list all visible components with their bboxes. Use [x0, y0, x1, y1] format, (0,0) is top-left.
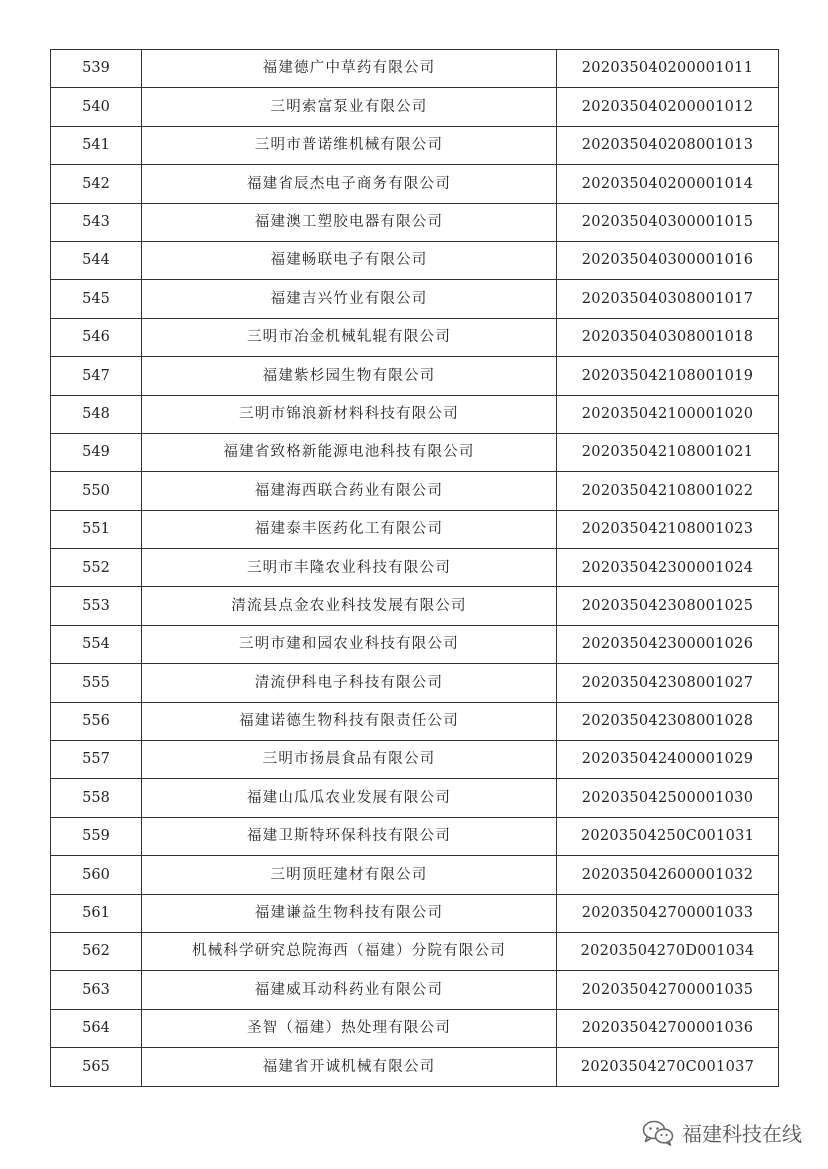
- company-name-cell: 三明市丰隆农业科技有限公司: [142, 549, 557, 587]
- row-number-cell: 557: [51, 741, 142, 779]
- table-row: [51, 280, 779, 318]
- table-row: [51, 433, 779, 471]
- company-name-cell: 三明市冶金机械轧辊有限公司: [142, 318, 557, 356]
- company-name-cell: 福建澳工塑胶电器有限公司: [142, 203, 557, 241]
- row-number-cell: 560: [51, 856, 142, 894]
- certificate-code-cell: 202035042100001020: [557, 395, 779, 433]
- row-number-cell: 544: [51, 241, 142, 279]
- company-name-cell: 三明索富泵业有限公司: [142, 88, 557, 126]
- table-row: [51, 779, 779, 817]
- certificate-code-cell: 202035042108001022: [557, 472, 779, 510]
- table-row: [51, 702, 779, 740]
- company-name-cell: 清流县点金农业科技发展有限公司: [142, 587, 557, 625]
- certificate-code-cell: 202035042308001025: [557, 587, 779, 625]
- company-name-cell: 福建海西联合药业有限公司: [142, 472, 557, 510]
- company-name-cell: 三明市普诺维机械有限公司: [142, 126, 557, 164]
- certificate-code-cell: 20203504270C001037: [557, 1048, 779, 1086]
- company-name-cell: 福建山瓜瓜农业发展有限公司: [142, 779, 557, 817]
- row-number-cell: 549: [51, 433, 142, 471]
- table-row: [51, 549, 779, 587]
- row-number-cell: 551: [51, 510, 142, 548]
- row-number-cell: 561: [51, 894, 142, 932]
- table-row: [51, 165, 779, 203]
- row-number-cell: 548: [51, 395, 142, 433]
- certificate-code-cell: 202035040200001012: [557, 88, 779, 126]
- row-number-cell: 539: [51, 50, 142, 88]
- company-list-table: [50, 49, 779, 1087]
- certificate-code-cell: 202035040300001015: [557, 203, 779, 241]
- row-number-cell: 552: [51, 549, 142, 587]
- table-row: [51, 472, 779, 510]
- table-row: [51, 856, 779, 894]
- row-number-cell: 545: [51, 280, 142, 318]
- row-number-cell: 555: [51, 664, 142, 702]
- company-name-cell: 福建畅联电子有限公司: [142, 241, 557, 279]
- certificate-code-cell: 202035042300001026: [557, 625, 779, 663]
- row-number-cell: 559: [51, 817, 142, 855]
- table-row: [51, 587, 779, 625]
- row-number-cell: 541: [51, 126, 142, 164]
- company-name-cell: 福建威耳动科药业有限公司: [142, 971, 557, 1009]
- certificate-code-cell: 202035042300001024: [557, 549, 779, 587]
- company-name-cell: 圣智（福建）热处理有限公司: [142, 1009, 557, 1047]
- certificate-code-cell: 202035042700001033: [557, 894, 779, 932]
- table-row: [51, 817, 779, 855]
- company-name-cell: 三明市建和园农业科技有限公司: [142, 625, 557, 663]
- company-name-cell: 福建德广中草药有限公司: [142, 50, 557, 88]
- certificate-code-cell: 202035042700001036: [557, 1009, 779, 1047]
- company-name-cell: 福建卫斯特环保科技有限公司: [142, 817, 557, 855]
- row-number-cell: 564: [51, 1009, 142, 1047]
- row-number-cell: 547: [51, 357, 142, 395]
- row-number-cell: 543: [51, 203, 142, 241]
- table-row: [51, 932, 779, 970]
- company-name-cell: 福建谦益生物科技有限公司: [142, 894, 557, 932]
- row-number-cell: 562: [51, 932, 142, 970]
- company-name-cell: 三明市锦浪新材料科技有限公司: [142, 395, 557, 433]
- certificate-code-cell: 202035042108001021: [557, 433, 779, 471]
- company-name-cell: 福建省辰杰电子商务有限公司: [142, 165, 557, 203]
- table-row: [51, 88, 779, 126]
- table-row: [51, 318, 779, 356]
- table-row: [51, 241, 779, 279]
- table-row: [51, 510, 779, 548]
- table-row: [51, 126, 779, 164]
- certificate-code-cell: 202035042700001035: [557, 971, 779, 1009]
- wechat-icon: [642, 1120, 674, 1146]
- company-name-cell: 三明市扬晨食品有限公司: [142, 741, 557, 779]
- table-row: [51, 203, 779, 241]
- company-name-cell: 福建泰丰医药化工有限公司: [142, 510, 557, 548]
- certificate-code-cell: 202035040200001011: [557, 50, 779, 88]
- certificate-code-cell: 202035042108001023: [557, 510, 779, 548]
- company-name-cell: 福建省致格新能源电池科技有限公司: [142, 433, 557, 471]
- watermark: [642, 1118, 802, 1147]
- row-number-cell: 563: [51, 971, 142, 1009]
- table-row: [51, 50, 779, 88]
- table-row: [51, 664, 779, 702]
- company-name-cell: 机械科学研究总院海西（福建）分院有限公司: [142, 932, 557, 970]
- table-row: [51, 625, 779, 663]
- row-number-cell: 556: [51, 702, 142, 740]
- certificate-code-cell: 202035040300001016: [557, 241, 779, 279]
- table-row: [51, 1048, 779, 1086]
- row-number-cell: 553: [51, 587, 142, 625]
- row-number-cell: 540: [51, 88, 142, 126]
- certificate-code-cell: 202035042500001030: [557, 779, 779, 817]
- row-number-cell: 546: [51, 318, 142, 356]
- certificate-code-cell: 20203504250C001031: [557, 817, 779, 855]
- company-name-cell: 福建吉兴竹业有限公司: [142, 280, 557, 318]
- certificate-code-cell: 202035040200001014: [557, 165, 779, 203]
- row-number-cell: 542: [51, 165, 142, 203]
- certificate-code-cell: 202035042600001032: [557, 856, 779, 894]
- row-number-cell: 565: [51, 1048, 142, 1086]
- row-number-cell: 554: [51, 625, 142, 663]
- table-row: [51, 971, 779, 1009]
- table-row: [51, 395, 779, 433]
- certificate-code-cell: 202035042308001027: [557, 664, 779, 702]
- company-name-cell: 清流伊科电子科技有限公司: [142, 664, 557, 702]
- watermark-text: 福建科技在线: [682, 1122, 802, 1146]
- row-number-cell: 558: [51, 779, 142, 817]
- table-body: [51, 50, 779, 1087]
- certificate-code-cell: 202035040308001017: [557, 280, 779, 318]
- certificate-code-cell: 202035042400001029: [557, 741, 779, 779]
- company-name-cell: 福建诺德生物科技有限责任公司: [142, 702, 557, 740]
- certificate-code-cell: 202035040308001018: [557, 318, 779, 356]
- row-number-cell: 550: [51, 472, 142, 510]
- table-row: [51, 1009, 779, 1047]
- table-row: [51, 741, 779, 779]
- certificate-code-cell: 202035040208001013: [557, 126, 779, 164]
- table-row: [51, 894, 779, 932]
- certificate-code-cell: 20203504270D001034: [557, 932, 779, 970]
- table-row: [51, 357, 779, 395]
- company-name-cell: 福建紫杉园生物有限公司: [142, 357, 557, 395]
- certificate-code-cell: 202035042308001028: [557, 702, 779, 740]
- company-name-cell: 福建省开诚机械有限公司: [142, 1048, 557, 1086]
- certificate-code-cell: 202035042108001019: [557, 357, 779, 395]
- company-name-cell: 三明顶旺建材有限公司: [142, 856, 557, 894]
